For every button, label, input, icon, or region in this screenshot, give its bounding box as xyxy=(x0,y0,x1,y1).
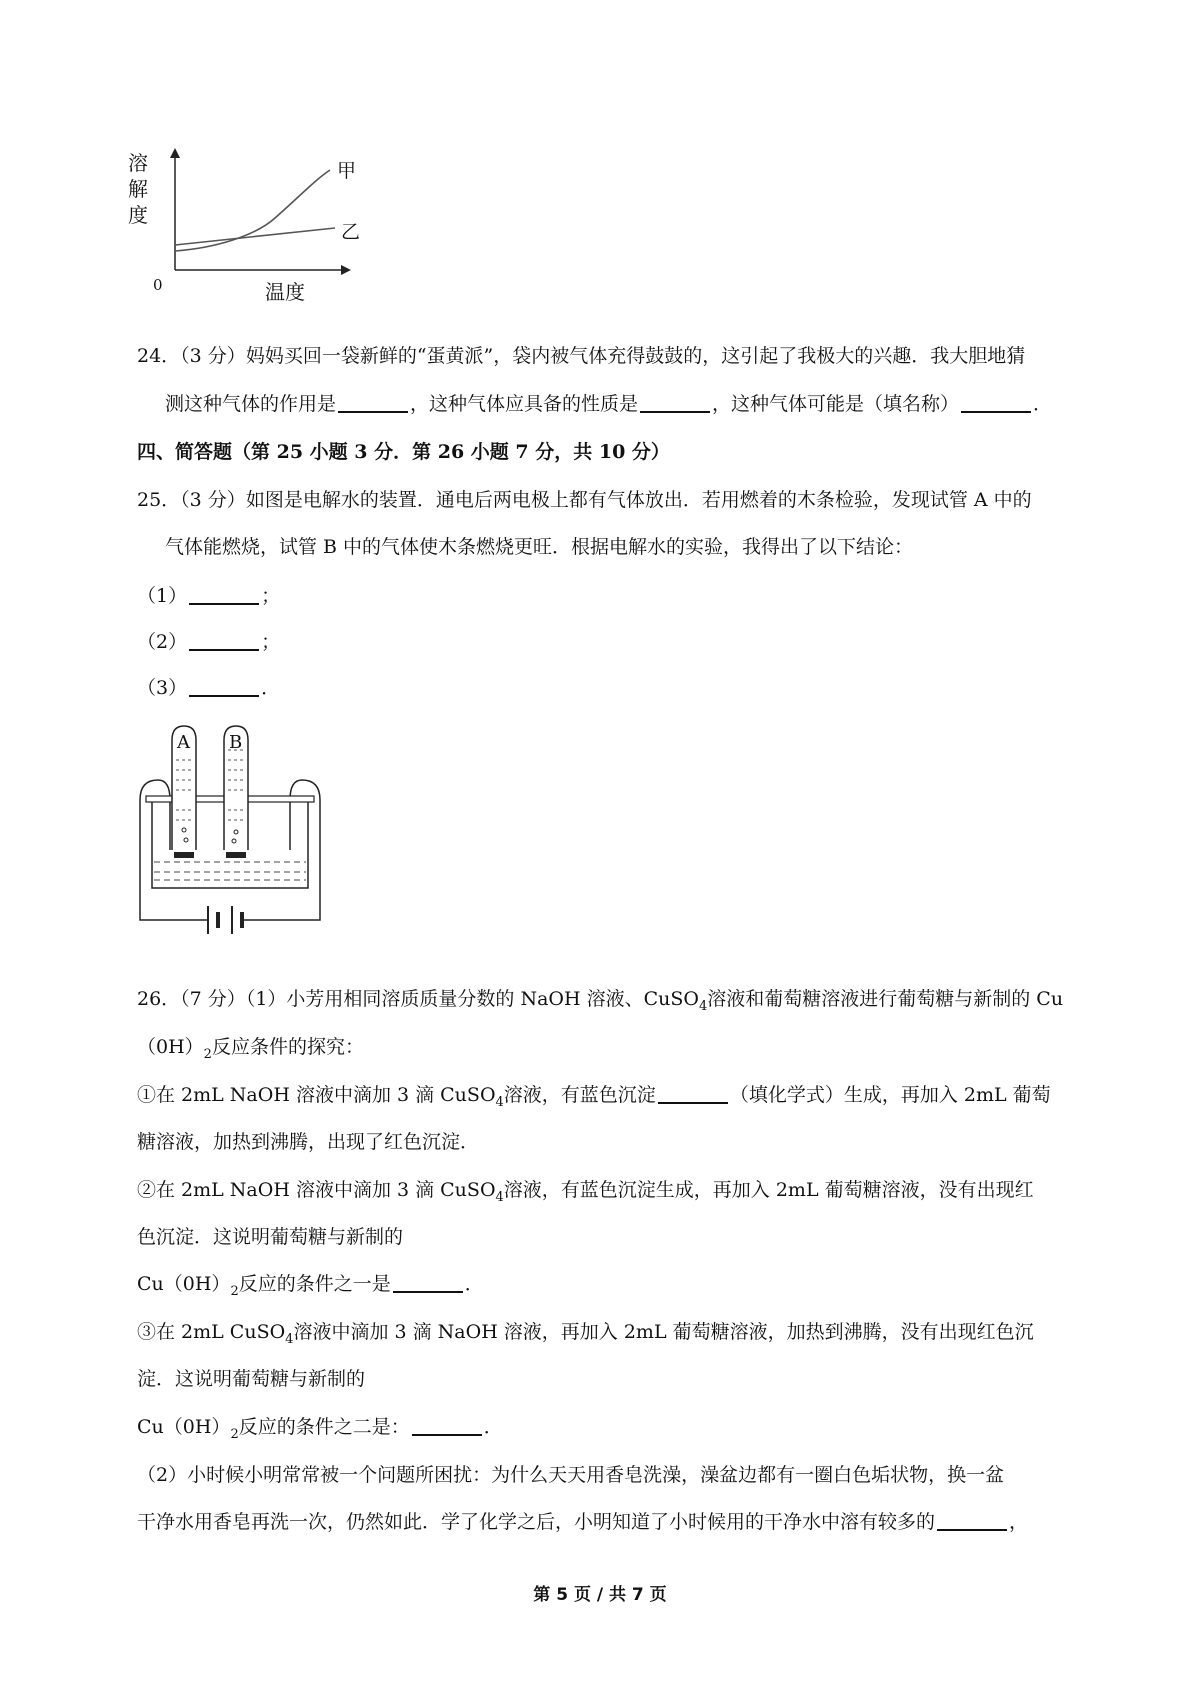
q26-s2f: ． xyxy=(464,1273,484,1295)
q25-blank-3[interactable] xyxy=(189,675,259,697)
q26-s2d: Cu（0H） xyxy=(137,1273,231,1295)
q26-l2b: 反应条件的探究： xyxy=(211,1036,364,1058)
q26-step2-line2: 色沉淀．这说明葡萄糖与新制的 xyxy=(137,1226,404,1248)
y-axis-arrow xyxy=(170,148,180,158)
q25-item-2-end: ； xyxy=(261,631,281,653)
q26-step1-line2: 糖溶液，加热到沸腾，出现了红色沉淀． xyxy=(137,1131,480,1153)
q24-text2c: ，这种气体可能是（填名称） xyxy=(712,393,960,415)
q26-step3-line3 xyxy=(137,1413,503,1449)
q24-text2b: ，这种气体应具备的性质是 xyxy=(410,393,639,415)
wire-left-loop xyxy=(158,780,170,850)
q24-blank-3[interactable] xyxy=(961,391,1031,413)
q26-step3-line2: 淀．这说明葡萄糖与新制的 xyxy=(137,1368,366,1390)
q24-number: 24．（3 分） xyxy=(137,345,246,367)
page-footer: 第 5 页 / 共 7 页 xyxy=(533,1585,667,1605)
solubility-chart xyxy=(125,148,365,328)
q25-item-1 xyxy=(137,582,280,610)
q26-sub2-c: 2 xyxy=(230,1426,239,1442)
battery-icon xyxy=(208,906,242,934)
q26-blank-1[interactable] xyxy=(658,1082,728,1104)
q26-sub4-c: 4 xyxy=(495,1189,504,1205)
q25-item-2 xyxy=(137,628,280,656)
origin-label: 0 xyxy=(153,276,163,294)
series-label-jia: 甲 xyxy=(337,160,357,182)
q26-s2b: 溶液，有蓝色沉淀生成，再加入 2mL 葡萄糖溶液，没有出现红 xyxy=(503,1179,1034,1201)
q24-text2a: 测这种气体的作用是 xyxy=(165,393,337,415)
q24-text1: 妈妈买回一袋新鲜的“蛋黄派”，袋内被气体充得鼓鼓的，这引起了我极大的兴趣．我大胆地猜 xyxy=(245,345,1026,367)
electrolysis-apparatus xyxy=(130,720,330,940)
q25-text1: 如图是电解水的装置．通电后两电极上都有气体放出．若用燃着的木条检验，发现试管 A 中的 xyxy=(245,489,1032,511)
q25-item-3 xyxy=(137,674,280,702)
q24-blank-1[interactable] xyxy=(338,391,408,413)
q24-line2 xyxy=(165,390,1052,418)
q25-item-3-end: ． xyxy=(261,677,281,699)
series-line-jia xyxy=(175,170,330,251)
x-axis-arrow xyxy=(341,265,351,275)
chart-ylabel: 溶解度 xyxy=(128,151,148,227)
q24-text2d: ． xyxy=(1033,393,1053,415)
q26-line2 xyxy=(137,1033,364,1069)
q26-number: 26．（7 分） xyxy=(137,988,246,1010)
q26-step2-line1 xyxy=(137,1176,1034,1212)
q26-part2-line2 xyxy=(137,1508,1028,1536)
q26-s2e: 反应的条件之一是 xyxy=(238,1273,391,1295)
q26-s1c: （填化学式）生成，再加入 2mL 葡萄 xyxy=(729,1084,1051,1106)
q26-blank-2[interactable] xyxy=(393,1271,463,1293)
q26-line1 xyxy=(137,985,1063,1021)
q26-s1b: 溶液，有蓝色沉淀 xyxy=(503,1084,656,1106)
q26-part2-line1: （2）小时候小明常常被一个问题所困扰：为什么天天用香皂洗澡，澡盆边都有一圈白色垢状物，换一盆 xyxy=(137,1464,1005,1486)
q25-item-1-end: ； xyxy=(261,585,281,607)
chart-xlabel: 温度 xyxy=(265,280,305,304)
q26-s3a: ③在 2mL CuSO xyxy=(137,1321,286,1343)
q26-blank-4[interactable] xyxy=(937,1509,1007,1531)
q25-item-3-label: （3） xyxy=(137,677,188,699)
q26-step1-line1 xyxy=(137,1081,1051,1117)
q25-number: 25．（3 分） xyxy=(137,489,246,511)
q26-l2a: （0H） xyxy=(137,1036,204,1058)
q25-blank-2[interactable] xyxy=(189,629,259,651)
q26-s3b: 溶液中滴加 3 滴 NaOH 溶液，再加入 2mL 葡萄糖溶液，加热到沸腾，没有出现红色沉 xyxy=(293,1321,1034,1343)
series-label-yi: 乙 xyxy=(341,221,361,243)
q26-s3e: 反应的条件之二是： xyxy=(238,1416,410,1438)
q26-step3-line1 xyxy=(137,1318,1034,1354)
q25-item-2-label: （2） xyxy=(137,631,188,653)
q26-sub2-a: 2 xyxy=(203,1046,212,1062)
q26-sub4-a: 4 xyxy=(698,998,708,1014)
q25-line1 xyxy=(137,486,1032,514)
q24-blank-2[interactable] xyxy=(640,391,710,413)
q26-s1a: ①在 2mL NaOH 溶液中滴加 3 滴 CuSO xyxy=(137,1084,496,1106)
q26-l1a: （1）小芳用相同溶质质量分数的 NaOH 溶液、CuSO xyxy=(245,988,699,1010)
q26-p2b: 干净水用香皂再洗一次，仍然如此．学了化学之后，小明知道了小时候用的干净水中溶有较多的 xyxy=(137,1511,936,1533)
wire-right-loop xyxy=(290,780,302,850)
section4-heading: 四、简答题（第 25 小题 3 分．第 26 小题 7 分，共 10 分） xyxy=(137,441,670,463)
q26-sub2-b: 2 xyxy=(230,1283,239,1299)
q25-line2: 气体能燃烧，试管 B 中的气体使木条燃烧更旺．根据电解水的实验，我得出了以下结论： xyxy=(165,536,914,558)
q26-s3f: ． xyxy=(483,1416,503,1438)
q26-l1b: 溶液和葡萄糖溶液进行葡萄糖与新制的 Cu xyxy=(707,988,1064,1010)
q26-sub4-b: 4 xyxy=(495,1094,504,1110)
q26-s3d: Cu（0H） xyxy=(137,1416,231,1438)
q24-line1 xyxy=(137,342,1025,370)
q25-item-1-label: （1） xyxy=(137,585,188,607)
tube-b-label: B xyxy=(229,732,243,753)
q26-step2-line3 xyxy=(137,1270,484,1306)
q26-s2a: ②在 2mL NaOH 溶液中滴加 3 滴 CuSO xyxy=(137,1179,496,1201)
q26-blank-3[interactable] xyxy=(412,1414,482,1436)
tube-a-label: A xyxy=(177,732,190,753)
q25-blank-1[interactable] xyxy=(189,583,259,605)
q26-p2c: ， xyxy=(1009,1511,1029,1533)
q26-sub4-d: 4 xyxy=(285,1331,294,1347)
